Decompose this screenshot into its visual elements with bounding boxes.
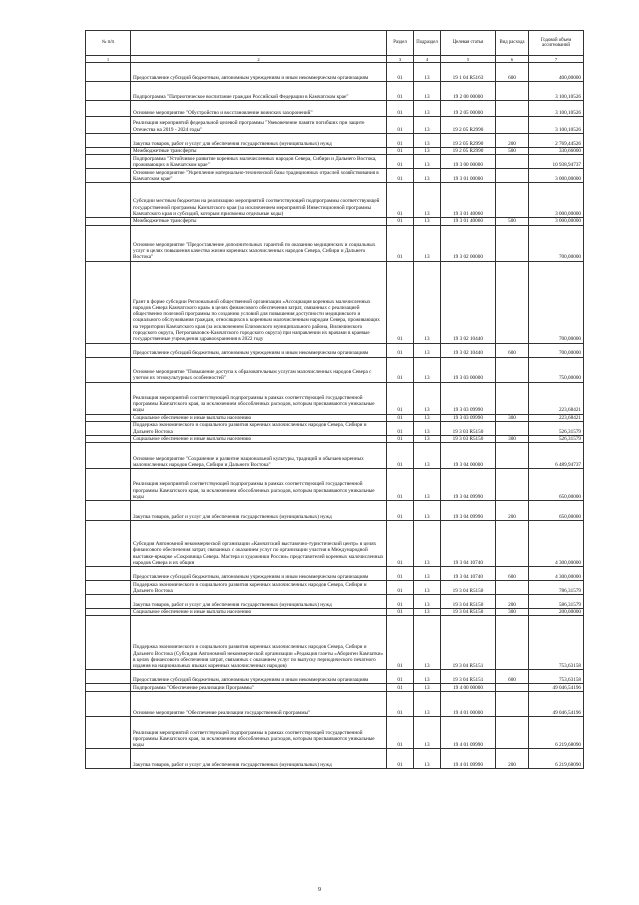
cell-amount: 200,00000 — [529, 609, 584, 616]
cell-vr — [496, 225, 529, 261]
cell-amount: 753,63158 — [529, 670, 584, 684]
cell-podrazdel: 13 — [414, 225, 441, 261]
table-row — [86, 692, 584, 717]
cell-podrazdel: 13 — [414, 616, 441, 670]
cell-razdel: 01 — [387, 382, 414, 414]
cell-csr: 19 3 03 09990 — [441, 382, 496, 414]
cell-amount: 700,00000 — [529, 343, 584, 357]
cell-csr: 19 3 04 09990 — [441, 501, 496, 521]
cell-vr — [496, 717, 529, 749]
budget-table — [85, 30, 584, 769]
cell-amount: 49 046,54196 — [529, 692, 584, 717]
table-row — [86, 82, 584, 101]
table-row — [86, 581, 584, 595]
table-row — [86, 183, 584, 218]
cell-vr: 500 — [496, 218, 529, 225]
cell-amount: 6 489,94737 — [529, 443, 584, 469]
cell-podrazdel: 13 — [414, 684, 441, 692]
cell-razdel: 01 — [387, 218, 414, 225]
cell-amount: 10 938,94737 — [529, 155, 584, 169]
header-razdel: Раздел — [387, 31, 414, 56]
cell-razdel: 01 — [387, 749, 414, 769]
cell-vr — [496, 155, 529, 169]
cell-csr: 19 4 01 09990 — [441, 717, 496, 749]
cell-num — [86, 670, 131, 684]
table-row — [86, 357, 584, 382]
cell-amount: 700,00000 — [529, 225, 584, 261]
cell-podrazdel: 13 — [414, 567, 441, 581]
cell-vr — [496, 616, 529, 670]
header-num: № п/п — [86, 31, 131, 56]
cell-podrazdel: 13 — [414, 382, 441, 414]
cell-amount: 223,68421 — [529, 382, 584, 414]
cell-amount: 6 219,68090 — [529, 717, 584, 749]
cell-csr: 19 3 02 00000 — [441, 225, 496, 261]
cell-razdel: 01 — [387, 155, 414, 169]
table-row — [86, 684, 584, 692]
header-podrazdel: Подраздел — [414, 31, 441, 56]
table-row — [86, 134, 584, 148]
column-number: 2 — [131, 56, 387, 63]
cell-vr: 600 — [496, 63, 529, 82]
cell-num — [86, 225, 131, 261]
table-row — [86, 670, 584, 684]
cell-csr: 19 3 04 R5151 — [441, 670, 496, 684]
cell-razdel: 01 — [387, 616, 414, 670]
cell-csr: 19 3 04 R5150 — [441, 609, 496, 616]
cell-name: Подпрограмма "Обеспечение реализации Программы" — [131, 684, 387, 692]
cell-name: Грант в форме субсидии Региональной общественной организации «Ассоциация коренных малочисленных народов Севера Камчатского края» в целях финансового обеспечения затрат, связанных с реализацией общественно полезной программы по созданию условий для повышения доступности медицинского и социального обслуживания граждан, относящихся к коренным малочисленным народам Севера, проживающих на территории Камчатского края (за исключением Елизовского муниципального района, Вилючинского городского округа, Петропавловск-Камчатского городского округа) при направлении их врачами в краевые государственные учреждения здравоохранения в 2022 году — [131, 261, 387, 343]
cell-razdel: 01 — [387, 670, 414, 684]
cell-num — [86, 261, 131, 343]
page-number: 9 — [318, 887, 321, 893]
table-row — [86, 63, 584, 82]
cell-amount: 750,00000 — [529, 357, 584, 382]
cell-vr — [496, 82, 529, 101]
cell-name: Основное мероприятие "Укрепление материально-технической базы традиционных отраслей хозяйствования в Камчатском крае" — [131, 169, 387, 183]
table-row — [86, 521, 584, 567]
column-number: 6 — [496, 56, 529, 63]
cell-name: Реализация мероприятий соответствующей подпрограммы в рамках соответствующей государственной программы Камчатского края, за исключением обособленных расходов, которым присваиваются уникальные коды — [131, 469, 387, 501]
cell-amount: 3 100,10526 — [529, 101, 584, 117]
cell-amount: 2 769,44526 — [529, 134, 584, 148]
cell-num — [86, 117, 131, 134]
table-row — [86, 382, 584, 414]
cell-razdel: 01 — [387, 443, 414, 469]
cell-amount: 650,00000 — [529, 469, 584, 501]
cell-razdel: 01 — [387, 421, 414, 435]
cell-num — [86, 684, 131, 692]
cell-podrazdel: 13 — [414, 343, 441, 357]
cell-num — [86, 501, 131, 521]
cell-podrazdel: 13 — [414, 183, 441, 218]
cell-razdel: 01 — [387, 183, 414, 218]
cell-num — [86, 567, 131, 581]
cell-csr: 19 3 00 00000 — [441, 155, 496, 169]
table-row — [86, 414, 584, 421]
cell-num — [86, 717, 131, 749]
cell-razdel: 01 — [387, 609, 414, 616]
cell-amount: 3 000,00000 — [529, 183, 584, 218]
table-row — [86, 148, 584, 155]
cell-num — [86, 169, 131, 183]
table-row — [86, 717, 584, 749]
cell-name: Основное мероприятие "Обеспечение реализации государственной программы" — [131, 692, 387, 717]
cell-num — [86, 155, 131, 169]
cell-name: Реализация мероприятий соответствующей подпрограммы в рамках соответствующей государственной программы Камчатского края, за исключением обособленных расходов, которым присваиваются уникальные коды — [131, 382, 387, 414]
cell-num — [86, 134, 131, 148]
table-row — [86, 343, 584, 357]
cell-podrazdel: 13 — [414, 443, 441, 469]
cell-name: Поддержка экономического и социального развития коренных малочисленных народов Севера, Сибири и Дальнего Востока (Субсидия Автономной некоммерческой организации «Редакция газеты «Абориген Камчатки» в целях финансового обеспечения затрат, связанных с оказанием услуг по выпуску периодического печатного издания на национальных языках коренных малочисленных народов) — [131, 616, 387, 670]
cell-name: Закупка товаров, работ и услуг для обеспечения государственных (муниципальных) нужд — [131, 595, 387, 609]
cell-num — [86, 148, 131, 155]
cell-razdel: 01 — [387, 261, 414, 343]
cell-csr: 19 3 04 R5151 — [441, 616, 496, 670]
cell-vr — [496, 684, 529, 692]
cell-amount: 786,31579 — [529, 581, 584, 595]
cell-amount: 6 219,68090 — [529, 749, 584, 769]
cell-vr: 600 — [496, 343, 529, 357]
cell-csr: 19 3 04 R5150 — [441, 581, 496, 595]
cell-amount: 650,00000 — [529, 501, 584, 521]
cell-num — [86, 357, 131, 382]
cell-num — [86, 435, 131, 442]
cell-num — [86, 609, 131, 616]
cell-csr: 19 3 04 00000 — [441, 443, 496, 469]
cell-razdel: 01 — [387, 435, 414, 442]
cell-name: Межбюджетные трансферты — [131, 148, 387, 155]
cell-num — [86, 382, 131, 414]
cell-amount: 3 100,10526 — [529, 117, 584, 134]
cell-num — [86, 469, 131, 501]
cell-csr: 19 4 01 00000 — [441, 692, 496, 717]
column-number: 5 — [441, 56, 496, 63]
cell-num — [86, 414, 131, 421]
cell-podrazdel: 13 — [414, 692, 441, 717]
cell-razdel: 01 — [387, 148, 414, 155]
cell-num — [86, 521, 131, 567]
cell-csr: 19 3 01 40060 — [441, 218, 496, 225]
cell-name: Поддержка экономического и социального развития коренных малочисленных народов Севера, Сибири и Дальнего Востока — [131, 581, 387, 595]
column-number: 1 — [86, 56, 131, 63]
cell-vr: 600 — [496, 670, 529, 684]
cell-csr: 19 3 01 00000 — [441, 169, 496, 183]
cell-csr: 19 3 02 10440 — [441, 343, 496, 357]
cell-csr: 19 3 04 09990 — [441, 469, 496, 501]
table-header-row — [86, 31, 584, 56]
cell-razdel: 01 — [387, 717, 414, 749]
cell-name: Основное мероприятие "Повышение доступа к образовательным услугам малочисленных народов Севера с учетом их этнокультурных особенностей" — [131, 357, 387, 382]
cell-amount: 700,00000 — [529, 261, 584, 343]
cell-name: Закупка товаров, работ и услуг для обеспечения государственных (муниципальных) нужд — [131, 749, 387, 769]
table-body — [86, 63, 584, 769]
header-name — [131, 31, 387, 56]
cell-num — [86, 616, 131, 670]
cell-podrazdel: 13 — [414, 101, 441, 117]
cell-podrazdel: 13 — [414, 414, 441, 421]
cell-razdel: 01 — [387, 357, 414, 382]
table-row — [86, 595, 584, 609]
column-number: 3 — [387, 56, 414, 63]
cell-name: Социальное обеспечение и иные выплаты населению — [131, 414, 387, 421]
cell-razdel: 01 — [387, 82, 414, 101]
cell-podrazdel: 13 — [414, 218, 441, 225]
cell-vr: 500 — [496, 148, 529, 155]
cell-podrazdel: 13 — [414, 469, 441, 501]
table-row — [86, 749, 584, 769]
table-row — [86, 567, 584, 581]
cell-csr: 19 3 01 40060 — [441, 183, 496, 218]
cell-vr — [496, 521, 529, 567]
cell-num — [86, 749, 131, 769]
cell-razdel: 01 — [387, 567, 414, 581]
cell-razdel: 01 — [387, 169, 414, 183]
cell-csr: 19 3 03 R5150 — [441, 435, 496, 442]
table-row — [86, 225, 584, 261]
cell-csr: 19 3 04 R5150 — [441, 595, 496, 609]
table-row — [86, 101, 584, 117]
cell-podrazdel: 13 — [414, 82, 441, 101]
cell-csr: 19 3 02 10440 — [441, 261, 496, 343]
cell-name: Предоставление субсидий бюджетным, автономным учреждениям и иным некоммерческим организациям — [131, 670, 387, 684]
table-row — [86, 421, 584, 435]
column-number: 4 — [414, 56, 441, 63]
header-csr: Целевая статья — [441, 31, 496, 56]
cell-name: Предоставление субсидий бюджетным, автономным учреждениям и иным некоммерческим организациям — [131, 343, 387, 357]
cell-csr: 19 3 04 10740 — [441, 521, 496, 567]
cell-csr: 19 3 03 09990 — [441, 414, 496, 421]
cell-podrazdel: 13 — [414, 749, 441, 769]
cell-name: Реализация мероприятий федеральной целевой программы "Увековечение памяти погибших при защите Отечества на 2019 - 2024 годы" — [131, 117, 387, 134]
budget-table-sheet — [85, 30, 583, 769]
cell-amount: 526,31579 — [529, 435, 584, 442]
cell-name: Закупка товаров, работ и услуг для обеспечения государственных (муниципальных) нужд — [131, 501, 387, 521]
cell-vr: 200 — [496, 595, 529, 609]
cell-amount: 4 300,00000 — [529, 567, 584, 581]
cell-podrazdel: 13 — [414, 148, 441, 155]
cell-amount: 49 046,54196 — [529, 684, 584, 692]
cell-razdel: 01 — [387, 343, 414, 357]
cell-podrazdel: 13 — [414, 117, 441, 134]
cell-razdel: 01 — [387, 134, 414, 148]
column-number-row — [86, 56, 584, 63]
cell-csr: 19 2 05 00000 — [441, 101, 496, 117]
cell-amount: 330,66000 — [529, 148, 584, 155]
cell-amount: 223,68421 — [529, 414, 584, 421]
cell-razdel: 01 — [387, 521, 414, 567]
cell-vr — [496, 382, 529, 414]
cell-name: Социальное обеспечение и иные выплаты населению — [131, 609, 387, 616]
cell-num — [86, 595, 131, 609]
cell-csr: 19 3 04 10740 — [441, 567, 496, 581]
cell-podrazdel: 13 — [414, 670, 441, 684]
cell-podrazdel: 13 — [414, 63, 441, 82]
cell-amount: 3 000,00000 — [529, 169, 584, 183]
cell-vr: 300 — [496, 435, 529, 442]
cell-name: Подпрограмма "Патриотическое воспитание граждан Российской Федерации в Камчатском крае" — [131, 82, 387, 101]
cell-amount: 4 300,00000 — [529, 521, 584, 567]
cell-vr — [496, 443, 529, 469]
cell-name: Предоставление субсидий бюджетным, автономным учреждениям и иным некоммерческим организациям — [131, 63, 387, 82]
cell-name: Закупка товаров, работ и услуг для обеспечения государственных (муниципальных) нужд — [131, 134, 387, 148]
cell-vr — [496, 692, 529, 717]
cell-vr — [496, 101, 529, 117]
cell-num — [86, 63, 131, 82]
header-vr: Вид расхода — [496, 31, 529, 56]
cell-num — [86, 343, 131, 357]
cell-num — [86, 101, 131, 117]
cell-csr: 19 2 05 R2990 — [441, 134, 496, 148]
cell-num — [86, 443, 131, 469]
cell-csr: 19 3 03 00000 — [441, 357, 496, 382]
cell-razdel: 01 — [387, 225, 414, 261]
cell-num — [86, 218, 131, 225]
header-amount: Годовой объем ассигнований — [529, 31, 584, 56]
cell-razdel: 01 — [387, 595, 414, 609]
cell-podrazdel: 13 — [414, 134, 441, 148]
cell-vr: 300 — [496, 609, 529, 616]
cell-podrazdel: 13 — [414, 521, 441, 567]
cell-vr: 600 — [496, 567, 529, 581]
cell-amount: 586,31579 — [529, 595, 584, 609]
cell-vr — [496, 117, 529, 134]
cell-csr: 19 4 00 00000 — [441, 684, 496, 692]
cell-amount: 400,00000 — [529, 63, 584, 82]
cell-csr: 19 2 05 R2990 — [441, 117, 496, 134]
cell-vr: 200 — [496, 501, 529, 521]
cell-razdel: 01 — [387, 581, 414, 595]
cell-name: Субсидии местным бюджетам на реализацию мероприятий соответствующей подпрограммы соответствующей государственной программы Камчатского края (за исключением мероприятий Инвестиционной программы Камчатского края и субсидий, которым присвоены отдельные коды) — [131, 183, 387, 218]
cell-podrazdel: 13 — [414, 155, 441, 169]
cell-podrazdel: 13 — [414, 357, 441, 382]
cell-csr: 19 2 05 R2990 — [441, 148, 496, 155]
cell-vr — [496, 261, 529, 343]
cell-vr — [496, 469, 529, 501]
cell-vr — [496, 581, 529, 595]
cell-name: Межбюджетные трансферты — [131, 218, 387, 225]
cell-csr: 19 1 04 R5163 — [441, 63, 496, 82]
cell-name: Социальное обеспечение и иные выплаты населению — [131, 435, 387, 442]
cell-podrazdel: 13 — [414, 435, 441, 442]
cell-csr: 19 3 03 R5150 — [441, 421, 496, 435]
cell-num — [86, 183, 131, 218]
cell-name: Поддержка экономического и социального развития коренных малочисленных народов Севера, Сибири и Дальнего Востока — [131, 421, 387, 435]
table-row — [86, 117, 584, 134]
cell-num — [86, 581, 131, 595]
cell-podrazdel: 13 — [414, 261, 441, 343]
cell-podrazdel: 13 — [414, 501, 441, 521]
cell-podrazdel: 13 — [414, 595, 441, 609]
table-row — [86, 435, 584, 442]
table-row — [86, 469, 584, 501]
cell-amount: 3 000,00000 — [529, 218, 584, 225]
table-row — [86, 261, 584, 343]
table-row — [86, 218, 584, 225]
table-row — [86, 616, 584, 670]
cell-name: Подпрограмма "Устойчивое развитие коренных малочисленных народов Севера, Сибири и Дальнего Востока, проживающих в Камчатском крае" — [131, 155, 387, 169]
cell-vr — [496, 357, 529, 382]
cell-name: Субсидия Автономной некоммерческой организации «Камчатский выставочно-туристический центр» в целях финансового обеспечения затрат, связанных с оказанием услуг по организации участия в Международной выставке-ярмарке «Сокровища Севера. Мастера и художники России» представителей коренных малочисленных народов Севера и их общин — [131, 521, 387, 567]
cell-razdel: 01 — [387, 117, 414, 134]
cell-razdel: 01 — [387, 469, 414, 501]
cell-podrazdel: 13 — [414, 581, 441, 595]
cell-csr: 19 2 00 00000 — [441, 82, 496, 101]
cell-vr: 200 — [496, 749, 529, 769]
cell-csr: 19 4 01 09990 — [441, 749, 496, 769]
cell-num — [86, 421, 131, 435]
cell-vr: 300 — [496, 414, 529, 421]
table-row — [86, 155, 584, 169]
cell-razdel: 01 — [387, 692, 414, 717]
cell-podrazdel: 13 — [414, 717, 441, 749]
table-row — [86, 609, 584, 616]
cell-razdel: 01 — [387, 501, 414, 521]
cell-podrazdel: 13 — [414, 609, 441, 616]
cell-name: Основное мероприятие "Сохранение и развитие национальной культуры, традиций и обычаев коренных малочисленных народов Севера, Сибири и Дальнего Востока" — [131, 443, 387, 469]
table-row — [86, 443, 584, 469]
cell-num — [86, 82, 131, 101]
cell-razdel: 01 — [387, 414, 414, 421]
cell-vr — [496, 421, 529, 435]
cell-vr: 200 — [496, 134, 529, 148]
cell-razdel: 01 — [387, 63, 414, 82]
cell-num — [86, 692, 131, 717]
cell-name: Основное мероприятие "Предоставление дополнительных гарантий по оказанию медицинских и социальных услуг в целях повышения качества жизни коренных малочисленных народов Севера, Сибири и Дальнего Востока" — [131, 225, 387, 261]
cell-amount: 526,31579 — [529, 421, 584, 435]
cell-vr — [496, 169, 529, 183]
cell-podrazdel: 13 — [414, 169, 441, 183]
cell-amount: 3 100,10526 — [529, 82, 584, 101]
cell-amount: 753,63158 — [529, 616, 584, 670]
cell-name: Основное мероприятие "Обустройство и восстановление воинских захоронений" — [131, 101, 387, 117]
table-row — [86, 169, 584, 183]
cell-razdel: 01 — [387, 101, 414, 117]
column-number: 7 — [529, 56, 584, 63]
cell-name: Реализация мероприятий соответствующей подпрограммы в рамках соответствующей государственной программы Камчатского края, за исключением обособленных расходов, которым присваиваются уникальные коды — [131, 717, 387, 749]
cell-podrazdel: 13 — [414, 421, 441, 435]
table-row — [86, 501, 584, 521]
cell-razdel: 01 — [387, 684, 414, 692]
cell-vr — [496, 183, 529, 218]
cell-name: Предоставление субсидий бюджетным, автономным учреждениям и иным некоммерческим организациям — [131, 567, 387, 581]
